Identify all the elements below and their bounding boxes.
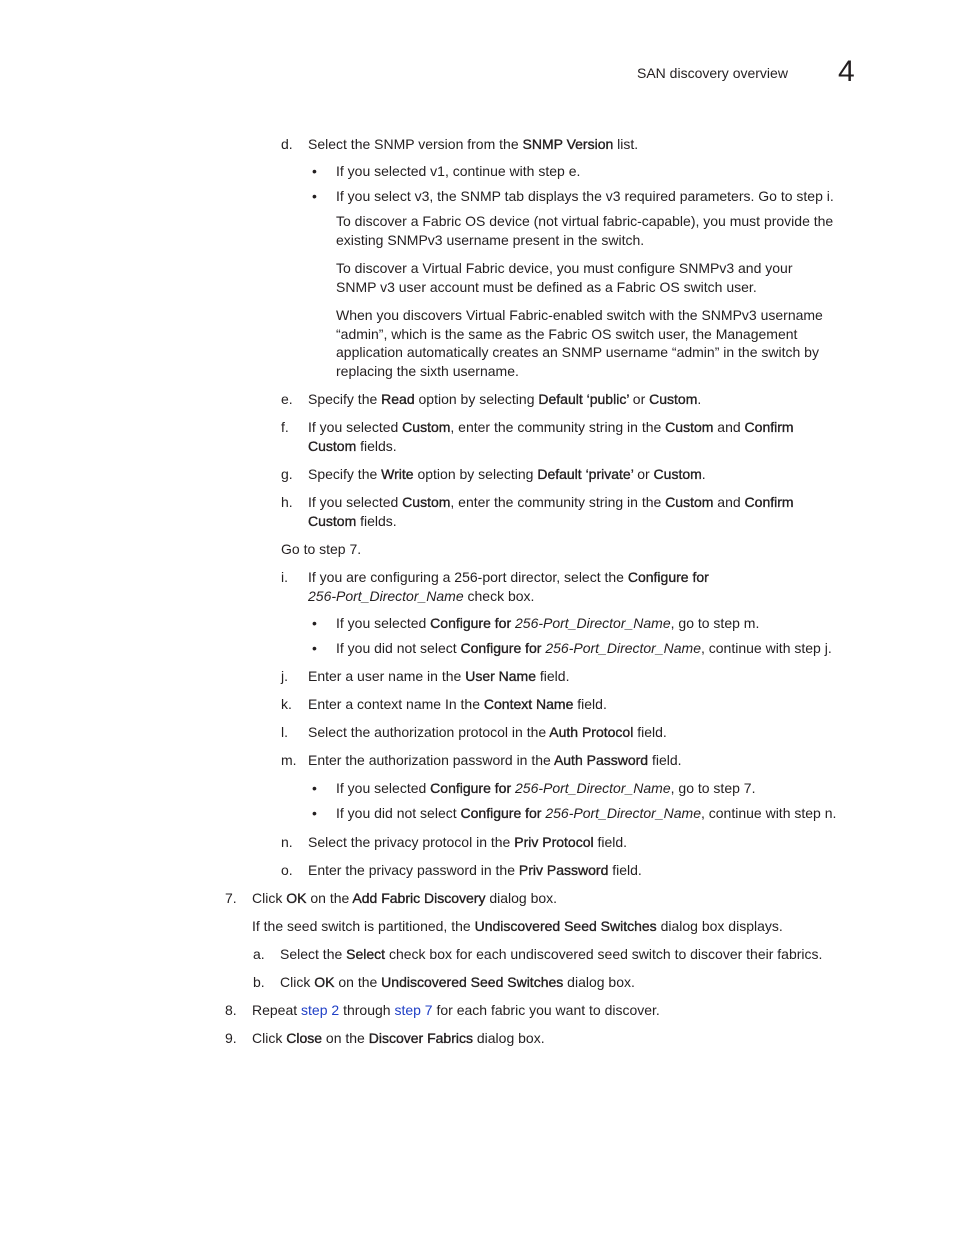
step-h-text-line-1: If you selected Custom, enter the community string in the Custom and Confirm <box>308 494 794 510</box>
chapter-number: 4 <box>838 55 855 88</box>
step-7b-marker: b. <box>253 974 265 990</box>
step-e-text: Specify the Read option by selecting Default ‘public’ or Custom. <box>308 391 702 407</box>
note-paragraph-3-line-3: application automatically creates an SNMP username “admin” in the switch by <box>336 344 819 360</box>
bullet-icon: • <box>312 163 317 179</box>
bullet-icon: • <box>312 188 317 204</box>
step-k-text: Enter a context name In the Context Name field. <box>308 696 607 712</box>
bullet-icon: • <box>312 615 317 631</box>
note-paragraph-1-line-1: To discover a Fabric OS device (not virtual fabric-capable), you must provide the <box>336 213 834 229</box>
step-j-text: Enter a user name in the User Name field. <box>308 668 570 684</box>
note-paragraph-3-line-4: replacing the sixth username. <box>336 363 519 379</box>
step-i-text-line-1: If you are configuring a 256-port director, select the Configure for <box>308 569 709 585</box>
step-g-marker: g. <box>281 466 293 482</box>
step-m-bullet-2: If you did not select Configure for 256-Port_Director_Name, continue with step n. <box>336 805 837 821</box>
step-i-marker: i. <box>281 569 288 585</box>
running-header-title: SAN discovery overview <box>637 65 788 81</box>
step-7a-text: Select the Select check box for each undiscovered seed switch to discover their fabrics. <box>280 946 823 962</box>
step-i-bullet-1: If you selected Configure for 256-Port_Director_Name, go to step m. <box>336 615 760 631</box>
step-d-bullet-2: If you select v3, the SNMP tab displays the v3 required parameters. Go to step i. <box>336 188 834 204</box>
step-7-text: Click OK on the Add Fabric Discovery dialog box. <box>252 890 558 906</box>
step-g-text: Specify the Write option by selecting Default ‘private’ or Custom. <box>308 466 706 482</box>
step-m-bullet-1: If you selected Configure for 256-Port_Director_Name, go to step 7. <box>336 780 756 796</box>
goto-step-7: Go to step 7. <box>281 541 362 557</box>
step-f-text-line-2: Custom fields. <box>308 438 397 454</box>
step-8-marker: 8. <box>225 1002 237 1018</box>
step-n-marker: n. <box>281 834 293 850</box>
step-f-marker: f. <box>281 419 289 435</box>
step-k-marker: k. <box>281 696 292 712</box>
bullet-icon: • <box>312 805 317 821</box>
step-l-marker: l. <box>281 724 288 740</box>
step-7a-marker: a. <box>253 946 265 962</box>
step-2-link[interactable]: step 2 <box>301 1002 340 1018</box>
step-7-paragraph: If the seed switch is partitioned, the Undiscovered Seed Switches dialog box displays. <box>252 918 783 934</box>
bullet-icon: • <box>312 780 317 796</box>
step-f-text-line-1: If you selected Custom, enter the community string in the Custom and Confirm <box>308 419 794 435</box>
step-h-marker: h. <box>281 494 293 510</box>
step-n-text: Select the privacy protocol in the Priv Protocol field. <box>308 834 628 850</box>
note-paragraph-2-line-1: To discover a Virtual Fabric device, you must configure SNMPv3 and your <box>336 260 793 276</box>
step-j-marker: j. <box>281 668 288 684</box>
step-7-link[interactable]: step 7 <box>394 1002 433 1018</box>
step-9-text: Click Close on the Discover Fabrics dialog box. <box>252 1030 545 1046</box>
step-i-bullet-2: If you did not select Configure for 256-Port_Director_Name, continue with step j. <box>336 640 832 656</box>
step-l-text: Select the authorization protocol in the Auth Protocol field. <box>308 724 667 740</box>
step-h-text-line-2: Custom fields. <box>308 513 397 529</box>
bullet-icon: • <box>312 640 317 656</box>
step-7-marker: 7. <box>225 890 237 906</box>
step-d-text: Select the SNMP version from the SNMP Version list. <box>308 136 639 152</box>
note-paragraph-3-line-2: “admin”, which is the same as the Fabric OS switch user, the Management <box>336 326 798 342</box>
step-m-text: Enter the authorization password in the Auth Password field. <box>308 752 682 768</box>
step-d-marker: d. <box>281 136 293 152</box>
step-m-marker: m. <box>281 752 297 768</box>
step-9-marker: 9. <box>225 1030 237 1046</box>
step-e-marker: e. <box>281 391 293 407</box>
step-7b-text: Click OK on the Undiscovered Seed Switches dialog box. <box>280 974 635 990</box>
note-paragraph-1-line-2: existing SNMPv3 username present in the switch. <box>336 232 645 248</box>
note-paragraph-2-line-2: SNMP v3 user account must be defined as a Fabric OS switch user. <box>336 279 757 295</box>
step-8-text: Repeat step 2 through step 7 for each fabric you want to discover. <box>252 1002 660 1018</box>
step-i-text-line-2: 256-Port_Director_Name check box. <box>308 588 535 604</box>
step-o-text: Enter the privacy password in the Priv Password field. <box>308 862 642 878</box>
step-o-marker: o. <box>281 862 293 878</box>
step-d-bullet-1: If you selected v1, continue with step e. <box>336 163 581 179</box>
note-paragraph-3-line-1: When you discovers Virtual Fabric-enabled switch with the SNMPv3 username <box>336 307 823 323</box>
